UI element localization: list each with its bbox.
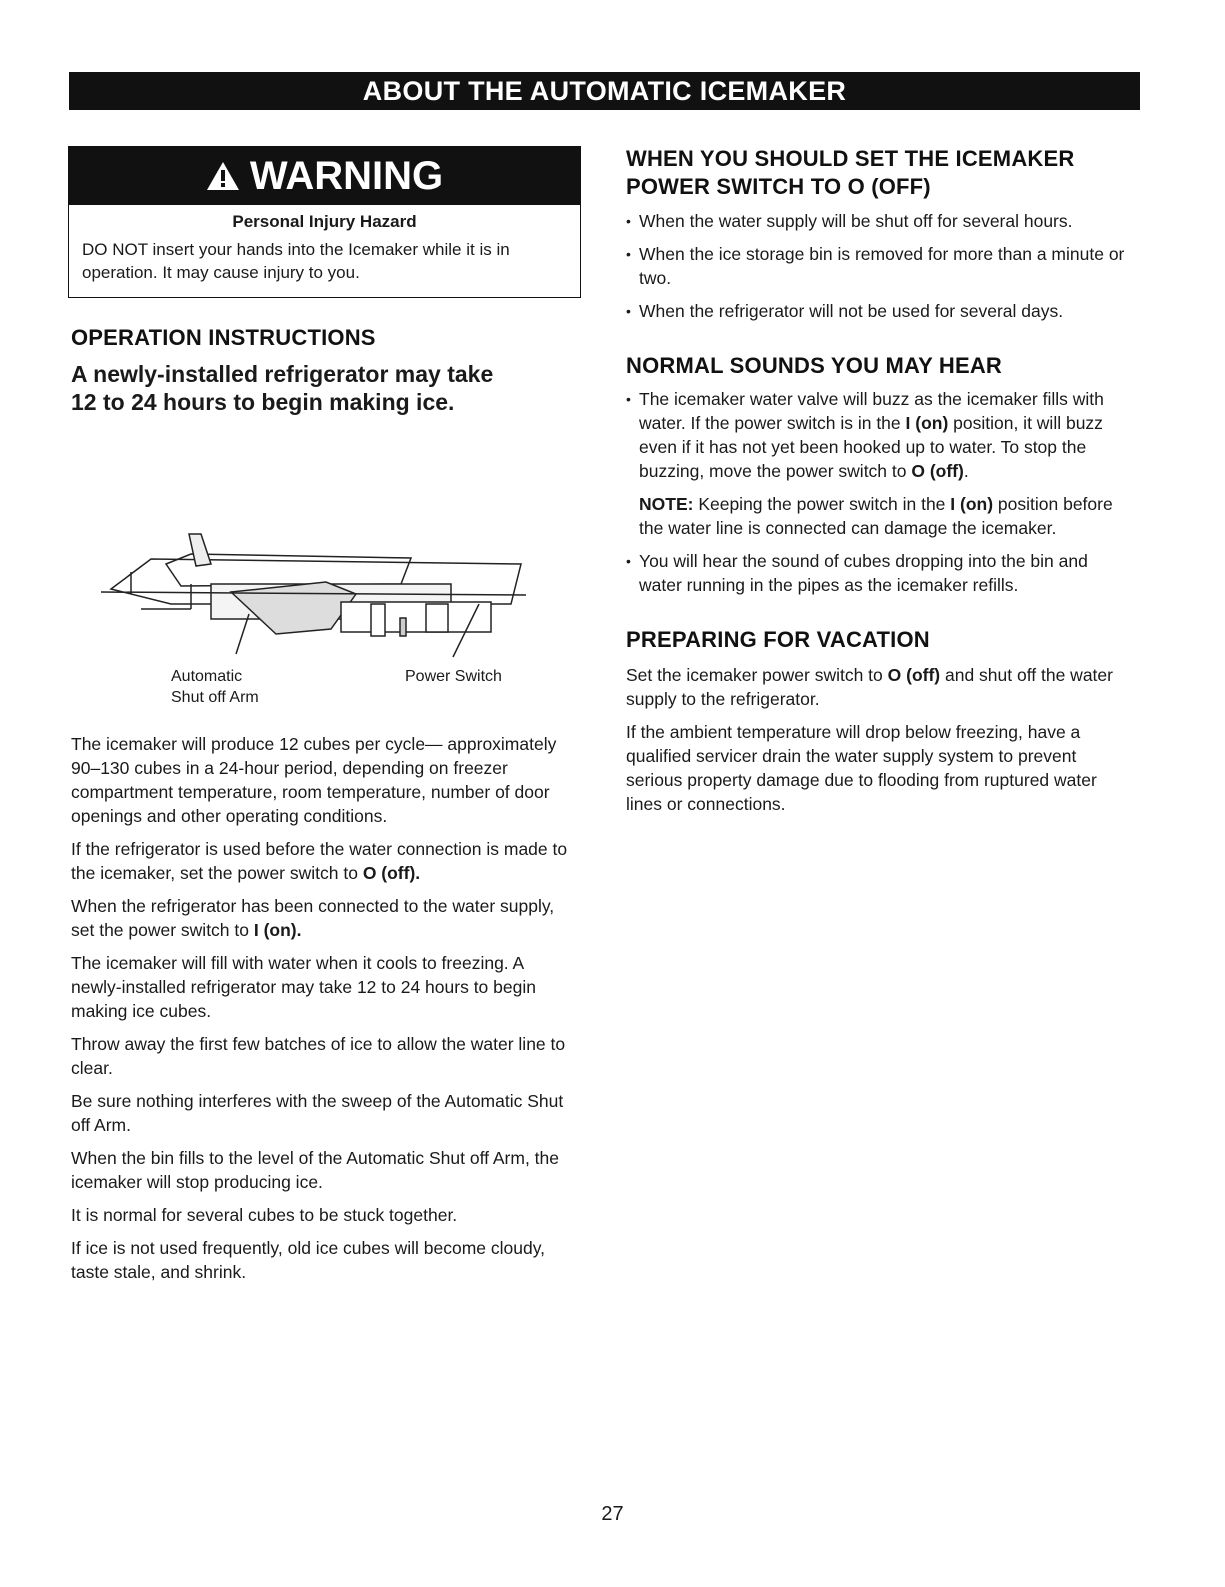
sounds-b1-bold2: O (off)	[911, 461, 964, 481]
sounds-b1-text3: .	[963, 461, 969, 481]
warning-triangle-icon	[206, 161, 240, 191]
p2-bold: O (off).	[362, 863, 421, 883]
list-item: • When the ice storage bin is removed for more than a minute or two.	[626, 242, 1131, 290]
note-bold: I (on)	[950, 494, 994, 514]
warning-subtitle: Personal Injury Hazard	[232, 212, 417, 231]
operation-body	[71, 732, 576, 1284]
caption-arm-line2: Shut off Arm	[171, 689, 259, 706]
vacation-p1	[626, 663, 1131, 711]
p3-text: When the refrigerator has been connected to the water supply, set the power switch to	[71, 896, 555, 940]
warning-box	[68, 146, 581, 298]
warning-text: DO NOT insert your hands into the Icemaker while it is in operation. It may cause injury to you.	[82, 240, 510, 282]
warning-header	[69, 147, 580, 205]
when-off-heading-line2: POWER SWITCH TO O (OFF)	[626, 174, 931, 199]
operation-p6: Be sure nothing interferes with the sweep of the Automatic Shut off Arm.	[71, 1091, 564, 1135]
sounds-heading: NORMAL SOUNDS YOU MAY HEAR	[626, 353, 1002, 378]
operation-heading: OPERATION INSTRUCTIONS	[71, 325, 376, 350]
vacation-body	[626, 663, 1131, 816]
p2-text: If the refrigerator is used before the water connection is made to the icemaker, set the power switch to	[71, 839, 568, 883]
sounds-b1-text: The icemaker water valve will buzz as the icemaker fills with water. If the power switch is in the	[639, 389, 1104, 433]
sounds-note	[626, 492, 1131, 540]
operation-p3	[71, 894, 576, 942]
vac-p1-end: and shut off the water supply to the refrigerator.	[626, 665, 1113, 709]
subheading-line1: A newly-installed refrigerator may take	[71, 361, 494, 387]
when-off-list	[626, 209, 1131, 323]
list-item: • You will hear the sound of cubes dropping into the bin and water running in the pipes as the icemaker refills.	[626, 549, 1131, 597]
sounds-b1-bold1: I (on)	[905, 413, 949, 433]
left-column	[71, 325, 576, 1293]
caption-power-switch: Power Switch	[405, 668, 502, 685]
warning-title: WARNING	[249, 153, 444, 198]
when-off-heading	[626, 145, 1131, 201]
operation-p1: The icemaker will produce 12 cubes per cycle— approximately 90–130 cubes in a 24-hour period, depending on freezer compartment temperature, room temperature, number of door openings and other operating conditions.	[71, 734, 557, 826]
operation-p7: When the bin fills to the level of the Automatic Shut off Arm, the icemaker will stop producing ice.	[71, 1148, 560, 1192]
note-text: Keeping the power switch in the	[693, 494, 951, 514]
caption-shutoff-arm	[171, 666, 259, 708]
operation-p2	[71, 837, 576, 885]
sounds-list	[626, 387, 1131, 597]
list-item: • When the water supply will be shut off for several hours.	[626, 209, 1131, 233]
section-banner: ABOUT THE AUTOMATIC ICEMAKER	[69, 72, 1140, 110]
p3-bold: I (on).	[253, 920, 302, 940]
operation-p4: The icemaker will fill with water when it cools to freezing. A newly-installed refrigerator may take 12 to 24 hours to begin making ice cubes.	[71, 953, 536, 1021]
list-item: • When the refrigerator will not be used for several days.	[626, 299, 1131, 323]
operation-subheading	[71, 360, 576, 416]
icemaker-illustration	[71, 454, 576, 694]
subheading-line2: 12 to 24 hours to begin making ice.	[71, 389, 455, 415]
vacation-heading: PREPARING FOR VACATION	[626, 627, 930, 652]
icemaker-figure	[71, 454, 576, 706]
operation-p8: It is normal for several cubes to be stuck together.	[71, 1205, 458, 1225]
when-off-heading-line1: WHEN YOU SHOULD SET THE ICEMAKER	[626, 146, 1075, 171]
vac-p1-bold: O (off)	[887, 665, 941, 685]
operation-p5: Throw away the first few batches of ice to allow the water line to clear.	[71, 1034, 566, 1078]
right-column	[626, 145, 1131, 825]
sounds-b1-text2: position, it will buzz even if it has not yet been hooked up to water. To stop the buzzing, move the power switch to	[639, 413, 1103, 481]
list-item	[626, 387, 1131, 483]
page-number: 27	[601, 1503, 624, 1525]
vac-p1-text: Set the icemaker power switch to	[626, 665, 888, 685]
note-text2: position before the water line is connected can damage the icemaker.	[639, 494, 1113, 538]
caption-arm-line1: Automatic	[171, 668, 243, 685]
operation-p9: If ice is not used frequently, old ice cubes will become cloudy, taste stale, and shrink.	[71, 1238, 546, 1282]
vacation-p2: If the ambient temperature will drop below freezing, have a qualified servicer drain the water supply system to prevent serious property damage due to flooding from ruptured water lines or connections.	[626, 722, 1097, 814]
note-label: NOTE:	[639, 494, 694, 514]
